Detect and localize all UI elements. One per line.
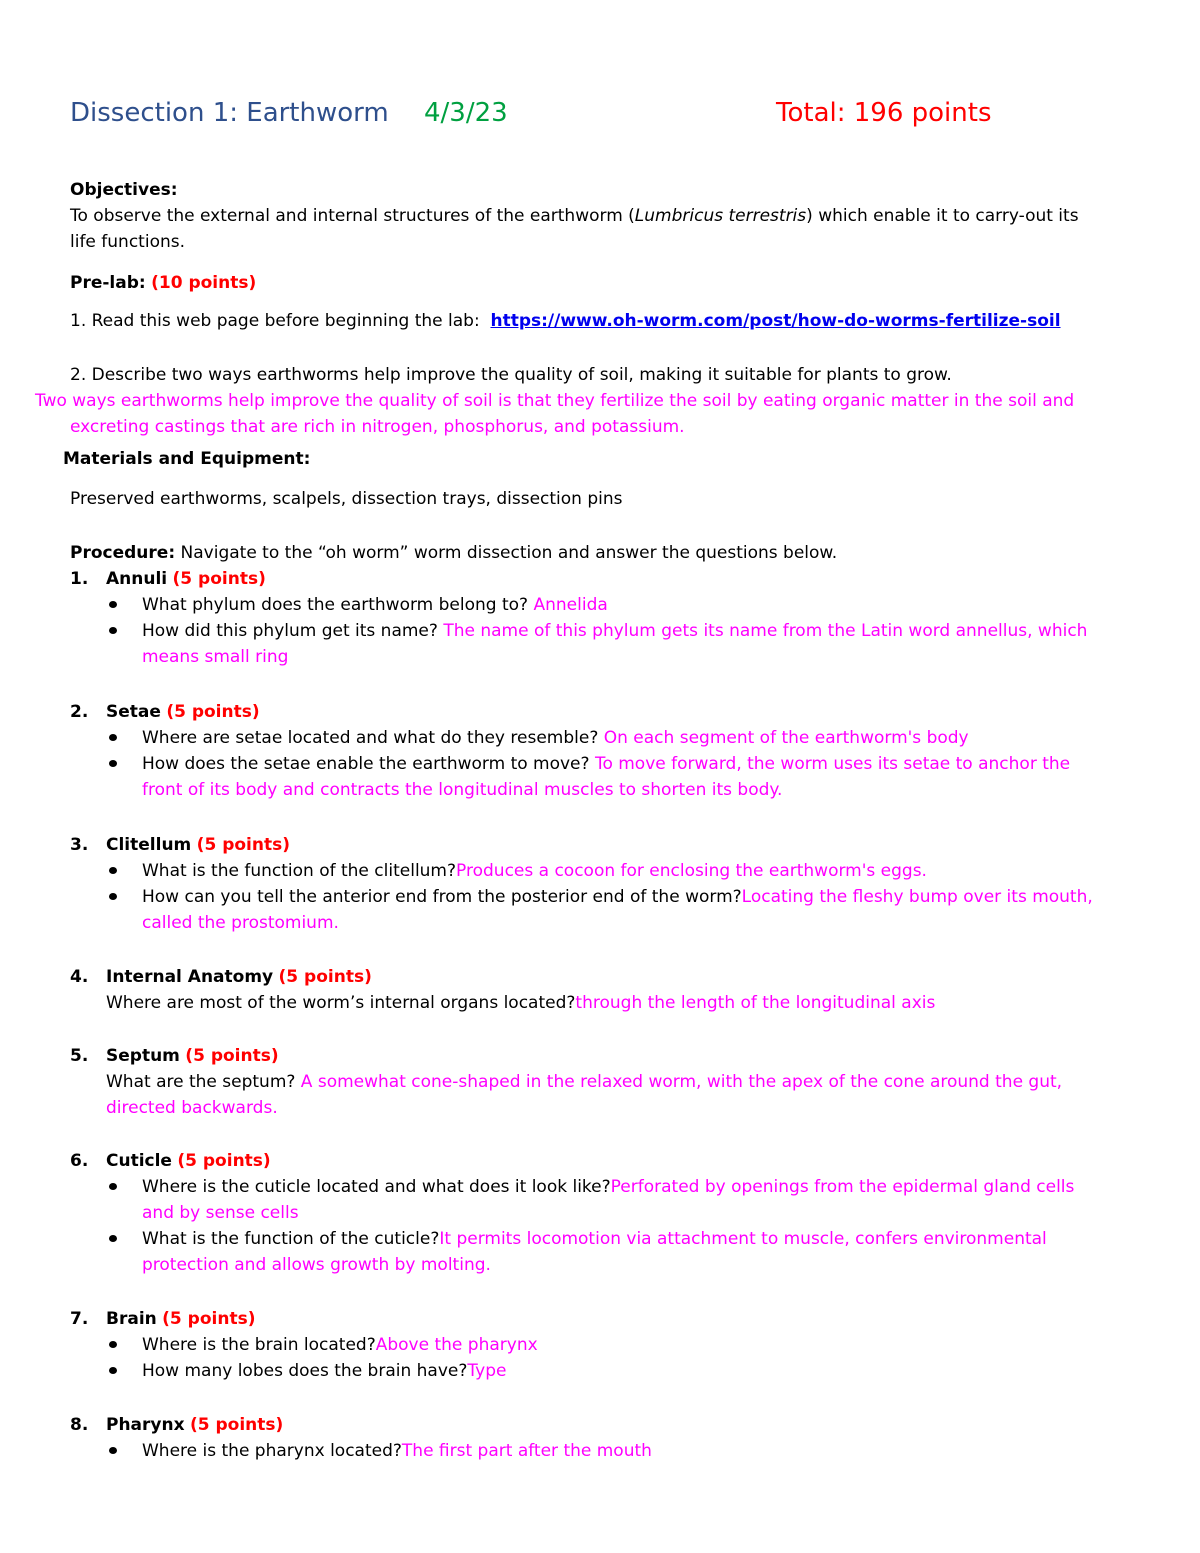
- materials-text: Preserved earthworms, scalpels, dissection trays, dissection pins: [70, 489, 623, 509]
- procedure-text: Procedure: Navigate to the “oh worm” worm dissection and answer the questions below.: [70, 543, 838, 563]
- total-points: Total: 196 points: [776, 98, 992, 128]
- objectives-heading: Objectives:: [70, 180, 178, 200]
- bullet-icon: [109, 1183, 117, 1190]
- bullet-icon: [109, 601, 117, 608]
- prelab-question-1: 1. Read this web page before beginning the lab: https://www.oh-worm.com/post/how-do-worms-fertilize-soil: [70, 311, 1061, 331]
- bullet-icon: [109, 893, 117, 900]
- bullet-icon: [109, 1367, 117, 1374]
- bullet-icon: [109, 1447, 117, 1454]
- bullet-icon: [109, 1235, 117, 1242]
- prelab-heading: Pre-lab: (10 points): [70, 273, 257, 293]
- bullet-icon: [109, 1341, 117, 1348]
- prelab-question-2: 2. Describe two ways earthworms help improve the quality of soil, making it suitable for plants to grow.: [70, 365, 952, 385]
- bullet-icon: [109, 734, 117, 741]
- prelab-points: (10 points): [151, 273, 257, 293]
- species-name: Lumbricus terrestris: [634, 206, 807, 226]
- title-row: [70, 98, 1150, 134]
- materials-heading: Materials and Equipment:: [63, 449, 311, 469]
- prelab-answer-line1: Two ways earthworms help improve the quality of soil is that they fertilize the soil by eating organic matter in the soil and: [35, 391, 1075, 411]
- bullet-icon: [109, 867, 117, 874]
- bullet-icon: [109, 627, 117, 634]
- prelab-link[interactable]: https://www.oh-worm.com/post/how-do-worms-fertilize-soil: [490, 311, 1061, 331]
- document-title: Dissection 1: Earthworm: [70, 98, 389, 128]
- objectives-text: To observe the external and internal structures of the earthworm (Lumbricus terrestris) which enable it to carry-out its: [70, 206, 1079, 226]
- objectives-text-line2: life functions.: [70, 232, 185, 252]
- prelab-answer-line2: excreting castings that are rich in nitrogen, phosphorus, and potassium.: [70, 417, 685, 437]
- bullet-icon: [109, 760, 117, 767]
- document-page: Dissection 1: Earthworm 4/3/23 Total: 196 points Objectives: To observe the external and internal structures of the earthworm (Lumbricus terrestris) which enable it to carry-out its life functions. Pre-lab: (10 points) 1. Read this web page before beginning the lab: https://www.oh-worm.com/post/how-do-worms-fertilize-soil 2. Describe two ways earthworms help improve the quality of soil, making it suitable for plants to grow. Two ways earthworms help improve the quality of soil is that they fertilize the soil by eating organic matter in the soil and excreting castings that are rich in nitrogen, phosphorus, and potassium. Materials and Equipment: Preserved earthworms, scalpels, dissection trays, dissection pins Procedure: Navigate to the “oh worm” worm dissection and answer the questions below. 1. Annuli (5 points) What phylum does the earthworm belong to? Annelida How did this phylum get its name? The name of this phylum gets its name from the Latin word annellus, which means small ring 2. Setae (5 points) Where are setae located and what do they resemble? On each segment of the earthworm's body How does the setae enable the earthworm to move? To move forward, the worm uses its setae to anchor the front of its body and contracts the longitudinal muscles to shorten its body. 3. Clitellum (5 points) What is the function of the clitellum?Produces a cocoon for enclosing the earthworm's eggs. How can you tell the anterior end from the posterior end of the worm?Locating the fleshy bump over its mouth, called the prostomium. 4. Internal Anatomy (5 points) Where are most of the worm’s internal organs located?through the length of the longitudinal axis 5. Septum (5 points) What are the septum? A somewhat cone-shaped in the relaxed worm, with the apex of the cone around the gut, directed backwards. 6. Cuticle (5 points) Where is the cuticle located and what does it look like?Perforated by openings from the epidermal gland cells and by sense cells What is the function of the cuticle?It permits locomotion via attachment to muscle, confers environmental protection and allows growth by molting. 7. Brain (5 points) Where is the brain located?Above the pharynx How many lobes does the brain have?Type 8. Pharynx (5 points) Where is the pharynx located?The first part after the mouth: [0, 0, 1200, 1553]
- document-date: 4/3/23: [424, 98, 508, 128]
